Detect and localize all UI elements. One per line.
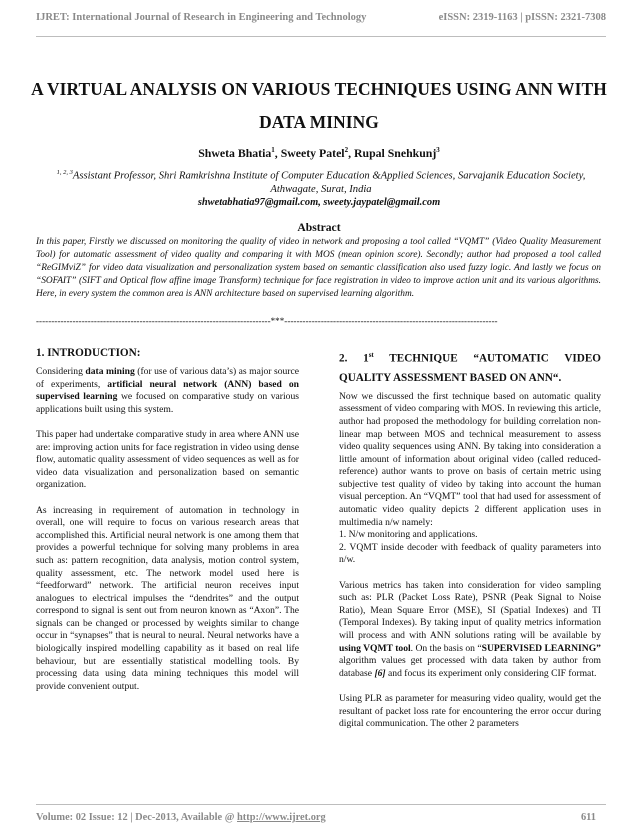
text-run: (for use of various data’s) as major source of experiments, bbox=[36, 366, 299, 390]
text-run: Considering bbox=[36, 366, 86, 377]
author-superscript: 1 bbox=[271, 146, 275, 155]
right-column bbox=[339, 346, 601, 743]
running-header bbox=[36, 12, 606, 30]
citation-reference: [6] bbox=[374, 667, 386, 679]
left-column bbox=[36, 346, 299, 706]
heading-text: 2. 1 bbox=[339, 352, 369, 365]
running-footer bbox=[36, 812, 596, 826]
author-emails: shwetabhatia97@gmail.com, sweety.jaypatel@gmail.com bbox=[197, 197, 441, 208]
header-divider bbox=[36, 36, 606, 37]
bold-term: data mining bbox=[85, 366, 135, 377]
bold-term: using VQMT tool bbox=[339, 642, 411, 654]
abstract-heading: Abstract bbox=[297, 221, 341, 234]
volume-text: Volume: 02 Issue: 12 | Dec-2013, Available @ bbox=[36, 812, 237, 823]
affiliation-text: Assistant Professor, Shri Ramkrishna Institute of Computer Education &Applied Sciences, Sarvajanik Education Society, Athwagate, Surat, India bbox=[72, 170, 586, 195]
intro-paragraph-1 bbox=[36, 366, 299, 416]
issn-info: eISSN: 2319-1163 | pISSN: 2321-7308 bbox=[438, 12, 606, 23]
author-name: Sweety Patel bbox=[280, 146, 345, 160]
author-list: Shweta Bhatia$^1$, Sweety Patel$^2$, Rupal Snehkunj$^3$ bbox=[198, 146, 440, 160]
author-superscript: 2 bbox=[344, 146, 349, 155]
technique-paragraph-3: Using PLR as parameter for measuring video quality, would get the resultant of packet loss rate for encountering the error occur during digital communication. The other 2 parameters bbox=[339, 692, 601, 730]
text-run: and focus its experiment only considering CIF format. bbox=[385, 667, 597, 679]
text-run: Various metrics has taken into consideration for video sampling such as: PLR (Packet Loss Rate), PSNR (Peak Signal to Noise Ratio), Mean Square Error (MSE), SI (Spatial Indexes) and TI (Temporal Indexes). By taking input of quality metrics information will process and with ANN solutions rating will be available by bbox=[339, 579, 601, 642]
heading-superscript: st bbox=[368, 351, 374, 359]
text-run: algorithm values get processed with data taken by author from database bbox=[339, 655, 601, 679]
paper-title: A VIRTUAL ANALYSIS ON VARIOUS TECHNIQUES USING ANN WITH DATA MINING bbox=[31, 79, 607, 132]
author-superscript: 3 bbox=[436, 146, 440, 155]
bold-term: artificial neural network (ANN) based on supervised learning bbox=[36, 378, 299, 403]
bold-term: SUPERVISED LEARNING” bbox=[481, 642, 601, 654]
author-name: Shweta Bhatia bbox=[198, 146, 272, 160]
technique-paragraph-1: Now we discussed the first technique based on automatic quality assessment of video comparing with MOS. In reviewing this article, author had proposed the methodology for building correlation non-linear map between MOS and technical measurement to assess video quality sequences using ANN. By taking into consideration a little amount of information about original video (called reduced-reference) author wants to prove on basis of certain metric using subjective test quality of video by taking into account the human visual perception. An “VQMT” tool that had used for assessment of automatic video quality depicts 2 different application uses in multimedia n/w namely: bbox=[339, 390, 601, 528]
section-separator: -----------------------------------------------------------------------------***---------------------------------------------------------------------- bbox=[36, 316, 498, 326]
journal-link[interactable]: http://www.ijret.org bbox=[237, 812, 326, 823]
heading-text: TECHNIQUE “AUTOMATIC VIDEO QUALITY ASSESSMENT BASED ON ANN“. bbox=[339, 352, 601, 384]
introduction-heading: 1. INTRODUCTION: bbox=[36, 347, 141, 359]
technique-paragraph-2 bbox=[339, 580, 601, 681]
journal-name: IJRET: International Journal of Research in Engineering and Technology bbox=[36, 12, 367, 23]
affiliation-superscript: 1, 2, 3 bbox=[56, 169, 73, 176]
intro-paragraph-2: This paper had undertake comparative study in area where ANN use are: improving action units for face registration in video using dense flow, automatic quality assessment of video sequences as well as for video data visualization and personalization based on semantic organization. bbox=[36, 428, 299, 491]
footer-divider bbox=[36, 804, 606, 805]
list-item: 1. N/w monitoring and applications. bbox=[339, 529, 478, 541]
author-name: Rupal Snehkunj bbox=[353, 146, 437, 160]
technique-heading bbox=[339, 346, 601, 388]
intro-paragraph-3: As increasing in requirement of automation in technology in overall, one will require to focus on various research areas that accomplished this. Artificial neural network is one among them that provides a powerful technique for solving many problems in area such as: pattern recognition, data analysis, motion control system, quality assessment, etc. The network model used here is “feedforward” network. The artificial neuron receives input analogues to electrical impulses the “dendrites” and the output correspond to signal is sent out from neuron known as “Axon”. The signals can be changed or processed by weights similar to change occur in “synapses” that is neural to neural. Neural networks have a biologically inspired modelling capability as it based on real life behaviour, but are essentially statistical modelling tools. By processing data using data mining techniques this model will provide convenient output. bbox=[36, 504, 299, 692]
affiliation bbox=[36, 166, 606, 196]
footer-volume bbox=[36, 812, 326, 826]
text-run: . On the basis on “ bbox=[410, 642, 482, 654]
list-item: 2. VQMT inside decoder with feedback of quality parameters into n/w. bbox=[339, 541, 601, 566]
page-number: 611 bbox=[580, 812, 596, 823]
abstract-text: In this paper, Firstly we discussed on monitoring the quality of video in network and proposing a tool called “VQMT” (Video Quality Measurement Tool) for automatic assessment of video quality and comparing it with MOS (mean opinion score). Secondly; author had proposed a tool called “ReGIMviZ” for video data visualization and personalization system based on semantic classification also used fuzzy logic. And lastly we focus on “SOFAIT” (SIFT and Optical flow affine image Transform) technique for face registration in video to improve action unit and its various algorithms. Here, in every system the common area is ANN architecture based on supervised learning algorithm. bbox=[36, 237, 601, 299]
text-run: we focused on comparative study on various applications built using this system. bbox=[36, 391, 299, 415]
